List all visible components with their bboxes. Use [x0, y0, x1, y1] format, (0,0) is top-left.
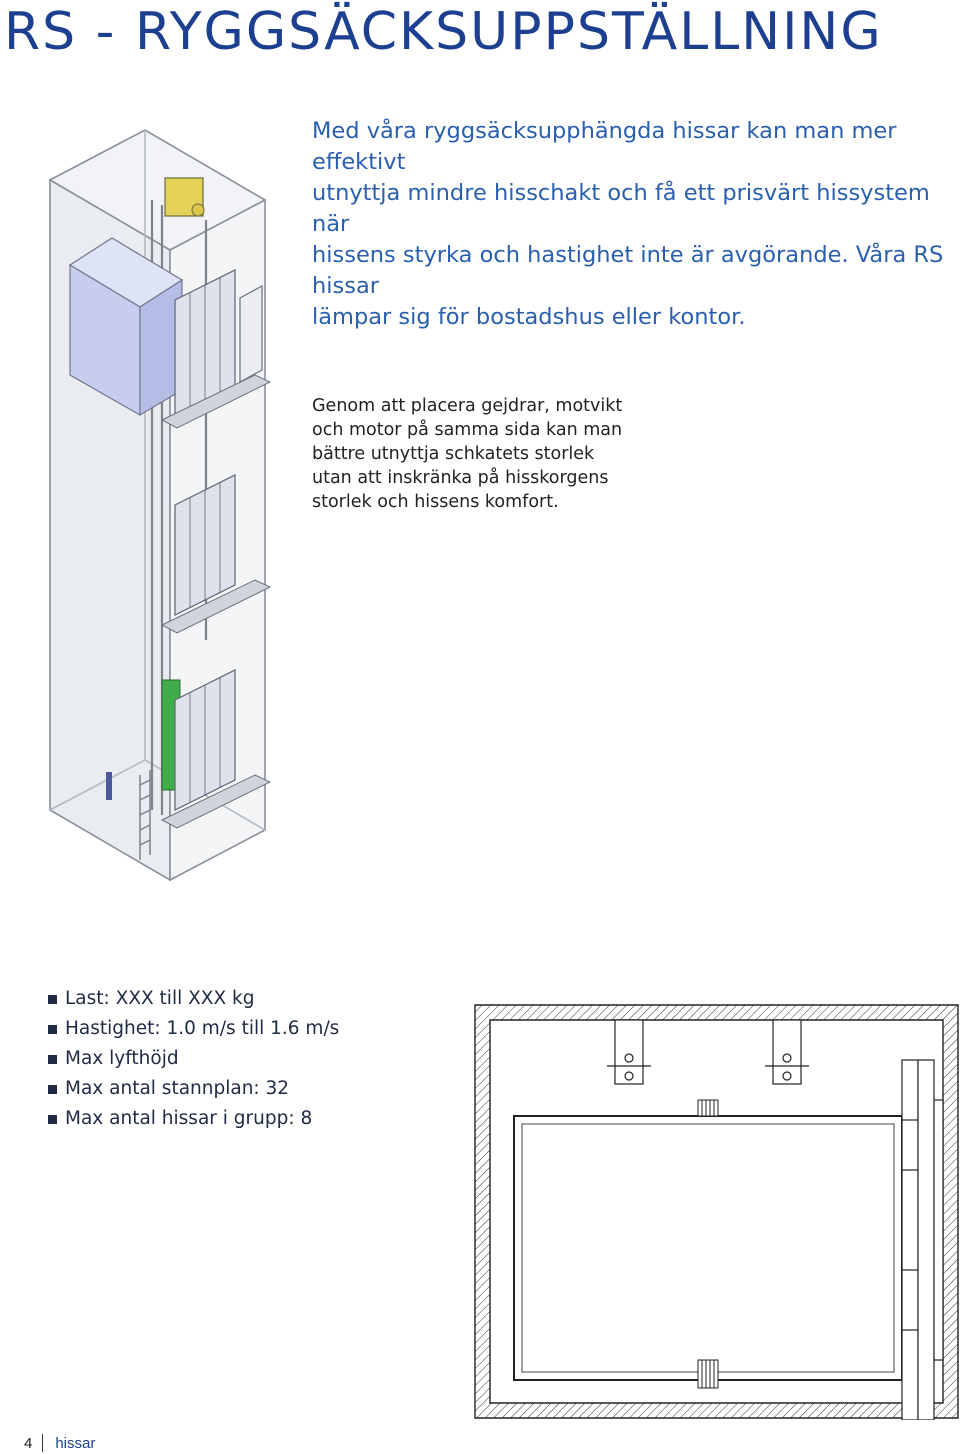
buffer — [106, 772, 112, 800]
spec-label: Max lyfthöjd — [65, 1048, 179, 1069]
body-line: storlek och hissens komfort. — [312, 492, 559, 512]
vent-grille-top — [698, 1100, 718, 1116]
square-bullet-icon — [48, 1085, 57, 1094]
controller-cabinet — [240, 286, 262, 382]
body-line: bättre utnyttja schkatets storlek — [312, 444, 595, 464]
page-number: 4 — [24, 1434, 33, 1452]
spec-label: Max antal hissar i grupp: 8 — [65, 1108, 313, 1129]
intro-paragraph — [312, 116, 952, 333]
spec-item — [48, 1104, 339, 1134]
spec-item — [48, 1044, 339, 1074]
square-bullet-icon — [48, 1055, 57, 1064]
shaft-plan-drawing — [470, 1000, 960, 1420]
car-outline — [514, 1116, 902, 1380]
spec-label: Last: XXX till XXX kg — [65, 988, 255, 1009]
body-paragraph — [312, 394, 642, 514]
footer-brand: hissar — [55, 1434, 96, 1452]
motor — [165, 178, 204, 216]
square-bullet-icon — [48, 1115, 57, 1124]
rail-bracket-left — [607, 1020, 651, 1084]
specification-list — [48, 984, 339, 1134]
square-bullet-icon — [48, 995, 57, 1004]
intro-line: utnyttja mindre hisschakt och få ett prisvärt hissystem när — [312, 180, 930, 237]
body-line: Genom att placera gejdrar, motvikt — [312, 396, 623, 416]
intro-line: lämpar sig för bostadshus eller kontor. — [312, 304, 746, 330]
vent-grille-bottom — [698, 1360, 718, 1388]
rail-bracket-right — [765, 1020, 809, 1084]
spec-item — [48, 1074, 339, 1104]
spec-item — [48, 1014, 339, 1044]
square-bullet-icon — [48, 1025, 57, 1034]
door-panels — [902, 1060, 943, 1420]
spec-label: Max antal stannplan: 32 — [65, 1078, 290, 1099]
body-line: utan att inskränka på hisskorgens — [312, 468, 609, 488]
spec-item — [48, 984, 339, 1014]
intro-line: Med våra ryggsäcksupphängda hissar kan man mer effektivt — [312, 118, 897, 175]
spec-label: Hastighet: 1.0 m/s till 1.6 m/s — [65, 1018, 340, 1039]
footer-divider — [42, 1434, 43, 1452]
body-line: och motor på samma sida kan man — [312, 420, 623, 440]
intro-line: hissens styrka och hastighet inte är avgörande. Våra RS hissar — [312, 242, 944, 299]
elevator-shaft-illustration — [40, 120, 280, 885]
page-title: RS - RYGGSÄCKSUPPSTÄLLNING — [4, 2, 883, 62]
page-footer — [24, 1434, 95, 1452]
